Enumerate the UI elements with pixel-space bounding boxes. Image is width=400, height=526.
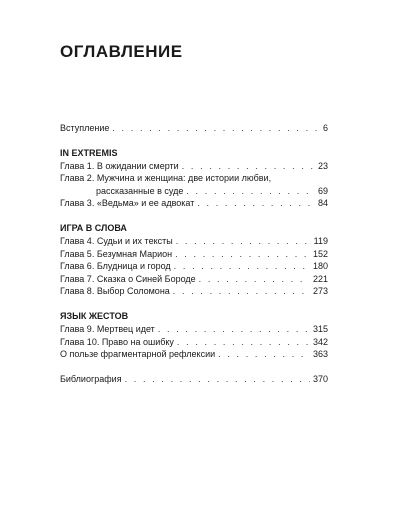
leader-dots bbox=[125, 373, 310, 386]
toc-entry-page: 84 bbox=[317, 198, 328, 209]
toc-entry bbox=[60, 323, 328, 336]
toc-entry-page: 342 bbox=[312, 336, 328, 347]
toc-entry-label: Вступление bbox=[60, 123, 110, 133]
toc-entry-label: Глава 9. Мертвец идет bbox=[60, 323, 155, 334]
leader-dots bbox=[197, 197, 315, 210]
leader-dots bbox=[112, 122, 320, 135]
section-heading: ИГРА В СЛОВА bbox=[60, 222, 127, 233]
toc-entry-label: Глава 6. Блудница и город bbox=[60, 261, 171, 272]
toc-entry bbox=[60, 197, 328, 210]
toc-entry-page: 6 bbox=[322, 123, 328, 133]
leader-dots bbox=[199, 273, 310, 286]
toc-entry-page: 315 bbox=[312, 323, 328, 334]
leader-dots bbox=[182, 160, 315, 173]
toc-entry bbox=[60, 172, 328, 197]
toc-entry-label: Глава 4. Судьи и их тексты bbox=[60, 235, 173, 246]
toc-entry-page: 69 bbox=[317, 185, 328, 196]
leader-dots bbox=[158, 323, 310, 336]
toc-entry bbox=[60, 273, 328, 286]
toc-entry bbox=[60, 235, 328, 248]
toc-entry-page: 152 bbox=[312, 248, 328, 259]
toc-entry-page: 119 bbox=[313, 235, 328, 246]
toc-entry-page: 370 bbox=[312, 373, 328, 384]
toc-entry-label-continued: рассказанные в суде bbox=[96, 185, 184, 196]
toc-entry bbox=[60, 336, 328, 349]
leader-dots bbox=[174, 260, 310, 273]
toc-entry-label: О пользе фрагментарной рефлексии bbox=[60, 349, 216, 360]
toc-entry-page: 363 bbox=[312, 349, 328, 360]
leader-dots bbox=[173, 285, 310, 298]
toc-entry-page: 23 bbox=[317, 160, 328, 171]
leader-dots bbox=[218, 348, 310, 361]
toc-entry-page: 180 bbox=[312, 261, 328, 272]
toc-entry-page: 221 bbox=[312, 273, 328, 284]
toc-entry-label: Глава 1. В ожидании смерти bbox=[60, 160, 179, 171]
toc-entry-label: Библиография bbox=[60, 373, 122, 384]
leader-dots bbox=[175, 248, 310, 261]
toc-entry-label: Глава 3. «Ведьма» и ее адвокат bbox=[60, 198, 195, 209]
toc-entry bbox=[60, 248, 328, 261]
toc-entry-label: Глава 2. Мужчина и женщина: две истории любви, bbox=[60, 173, 272, 184]
toc-entry bbox=[60, 348, 328, 361]
leader-dots bbox=[177, 336, 310, 349]
toc-entry-label: Глава 5. Безумная Марион bbox=[60, 248, 173, 259]
page-title: ОГЛАВЛЕНИЕ bbox=[60, 42, 183, 61]
toc-entry bbox=[60, 285, 328, 298]
toc-entry-intro bbox=[60, 122, 328, 135]
leader-dots bbox=[176, 235, 311, 248]
toc-entry-bibliography bbox=[60, 373, 328, 386]
toc-entry-page: 273 bbox=[312, 286, 328, 297]
toc-entry bbox=[60, 160, 328, 173]
section-heading: IN EXTREMIS bbox=[60, 147, 118, 158]
leader-dots bbox=[186, 185, 315, 198]
section-heading: ЯЗЫК ЖЕСТОВ bbox=[60, 310, 129, 321]
toc-entry-label: Глава 7. Сказка о Синей Бороде bbox=[60, 273, 196, 284]
toc-entry-label: Глава 8. Выбор Соломона bbox=[60, 286, 170, 297]
table-of-contents bbox=[60, 122, 328, 385]
toc-entry-label: Глава 10. Право на ошибку bbox=[60, 336, 174, 347]
toc-entry bbox=[60, 260, 328, 273]
